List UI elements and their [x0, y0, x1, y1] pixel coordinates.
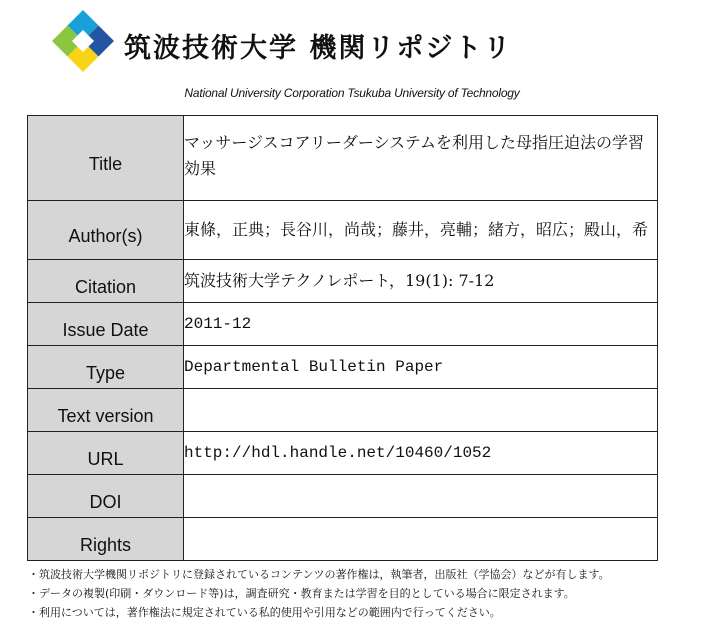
authors-value: 東條，正典；長谷川，尚哉；藤井，亮輔；緒方，昭広；殿山，希: [184, 201, 658, 260]
table-row: [28, 201, 658, 260]
row-label-text-version: Text version: [28, 389, 184, 432]
university-subtitle: National University Corporation Tsukuba University of Technology: [184, 86, 520, 100]
table-row: [28, 116, 658, 201]
row-label-issue-date: Issue Date: [28, 303, 184, 346]
doi-value: [184, 475, 658, 518]
table-row: [28, 432, 658, 475]
row-label-rights: Rights: [28, 518, 184, 561]
row-label-citation: Citation: [28, 260, 184, 303]
diamond-logo-icon: [50, 8, 116, 74]
type-value: Departmental Bulletin Paper: [184, 346, 658, 389]
issue-date-value: 2011-12: [184, 303, 658, 346]
repository-logo: [50, 8, 116, 74]
handle-url-link[interactable]: http://hdl.handle.net/10460/1052: [184, 432, 658, 475]
note-line: ・利用については，著作権法に規定されている私的使用や引用などの範囲内で行ってください。: [28, 606, 501, 619]
table-row: [28, 518, 658, 561]
metadata-table: [27, 115, 658, 561]
citation-value: 筑波技術大学テクノレポート，19(1): 7-12: [184, 260, 658, 303]
table-row: [28, 303, 658, 346]
repository-name: 筑波技術大学 機関リポジトリ: [124, 33, 513, 64]
table-row: [28, 346, 658, 389]
row-label-doi: DOI: [28, 475, 184, 518]
note-line: ・筑波技術大学機関リポジトリに登録されているコンテンツの著作権は，執筆者，出版社（学協会）などが有します。: [28, 568, 610, 581]
row-label-title: Title: [28, 116, 184, 201]
table-row: [28, 260, 658, 303]
rights-value: [184, 518, 658, 561]
note-line: ・データの複製(印刷・ダウンロード等)は，調査研究・教育または学習を目的としている場合に限定されます。: [28, 587, 575, 600]
text-version-value: [184, 389, 658, 432]
title-value: マッサージスコアリーダーシステムを利用した母指圧迫法の学習効果: [184, 116, 658, 201]
table-row: [28, 389, 658, 432]
row-label-url: URL: [28, 432, 184, 475]
row-label-type: Type: [28, 346, 184, 389]
row-label-authors: Author(s): [28, 201, 184, 260]
table-row: [28, 475, 658, 518]
copyright-notes: [28, 565, 698, 622]
